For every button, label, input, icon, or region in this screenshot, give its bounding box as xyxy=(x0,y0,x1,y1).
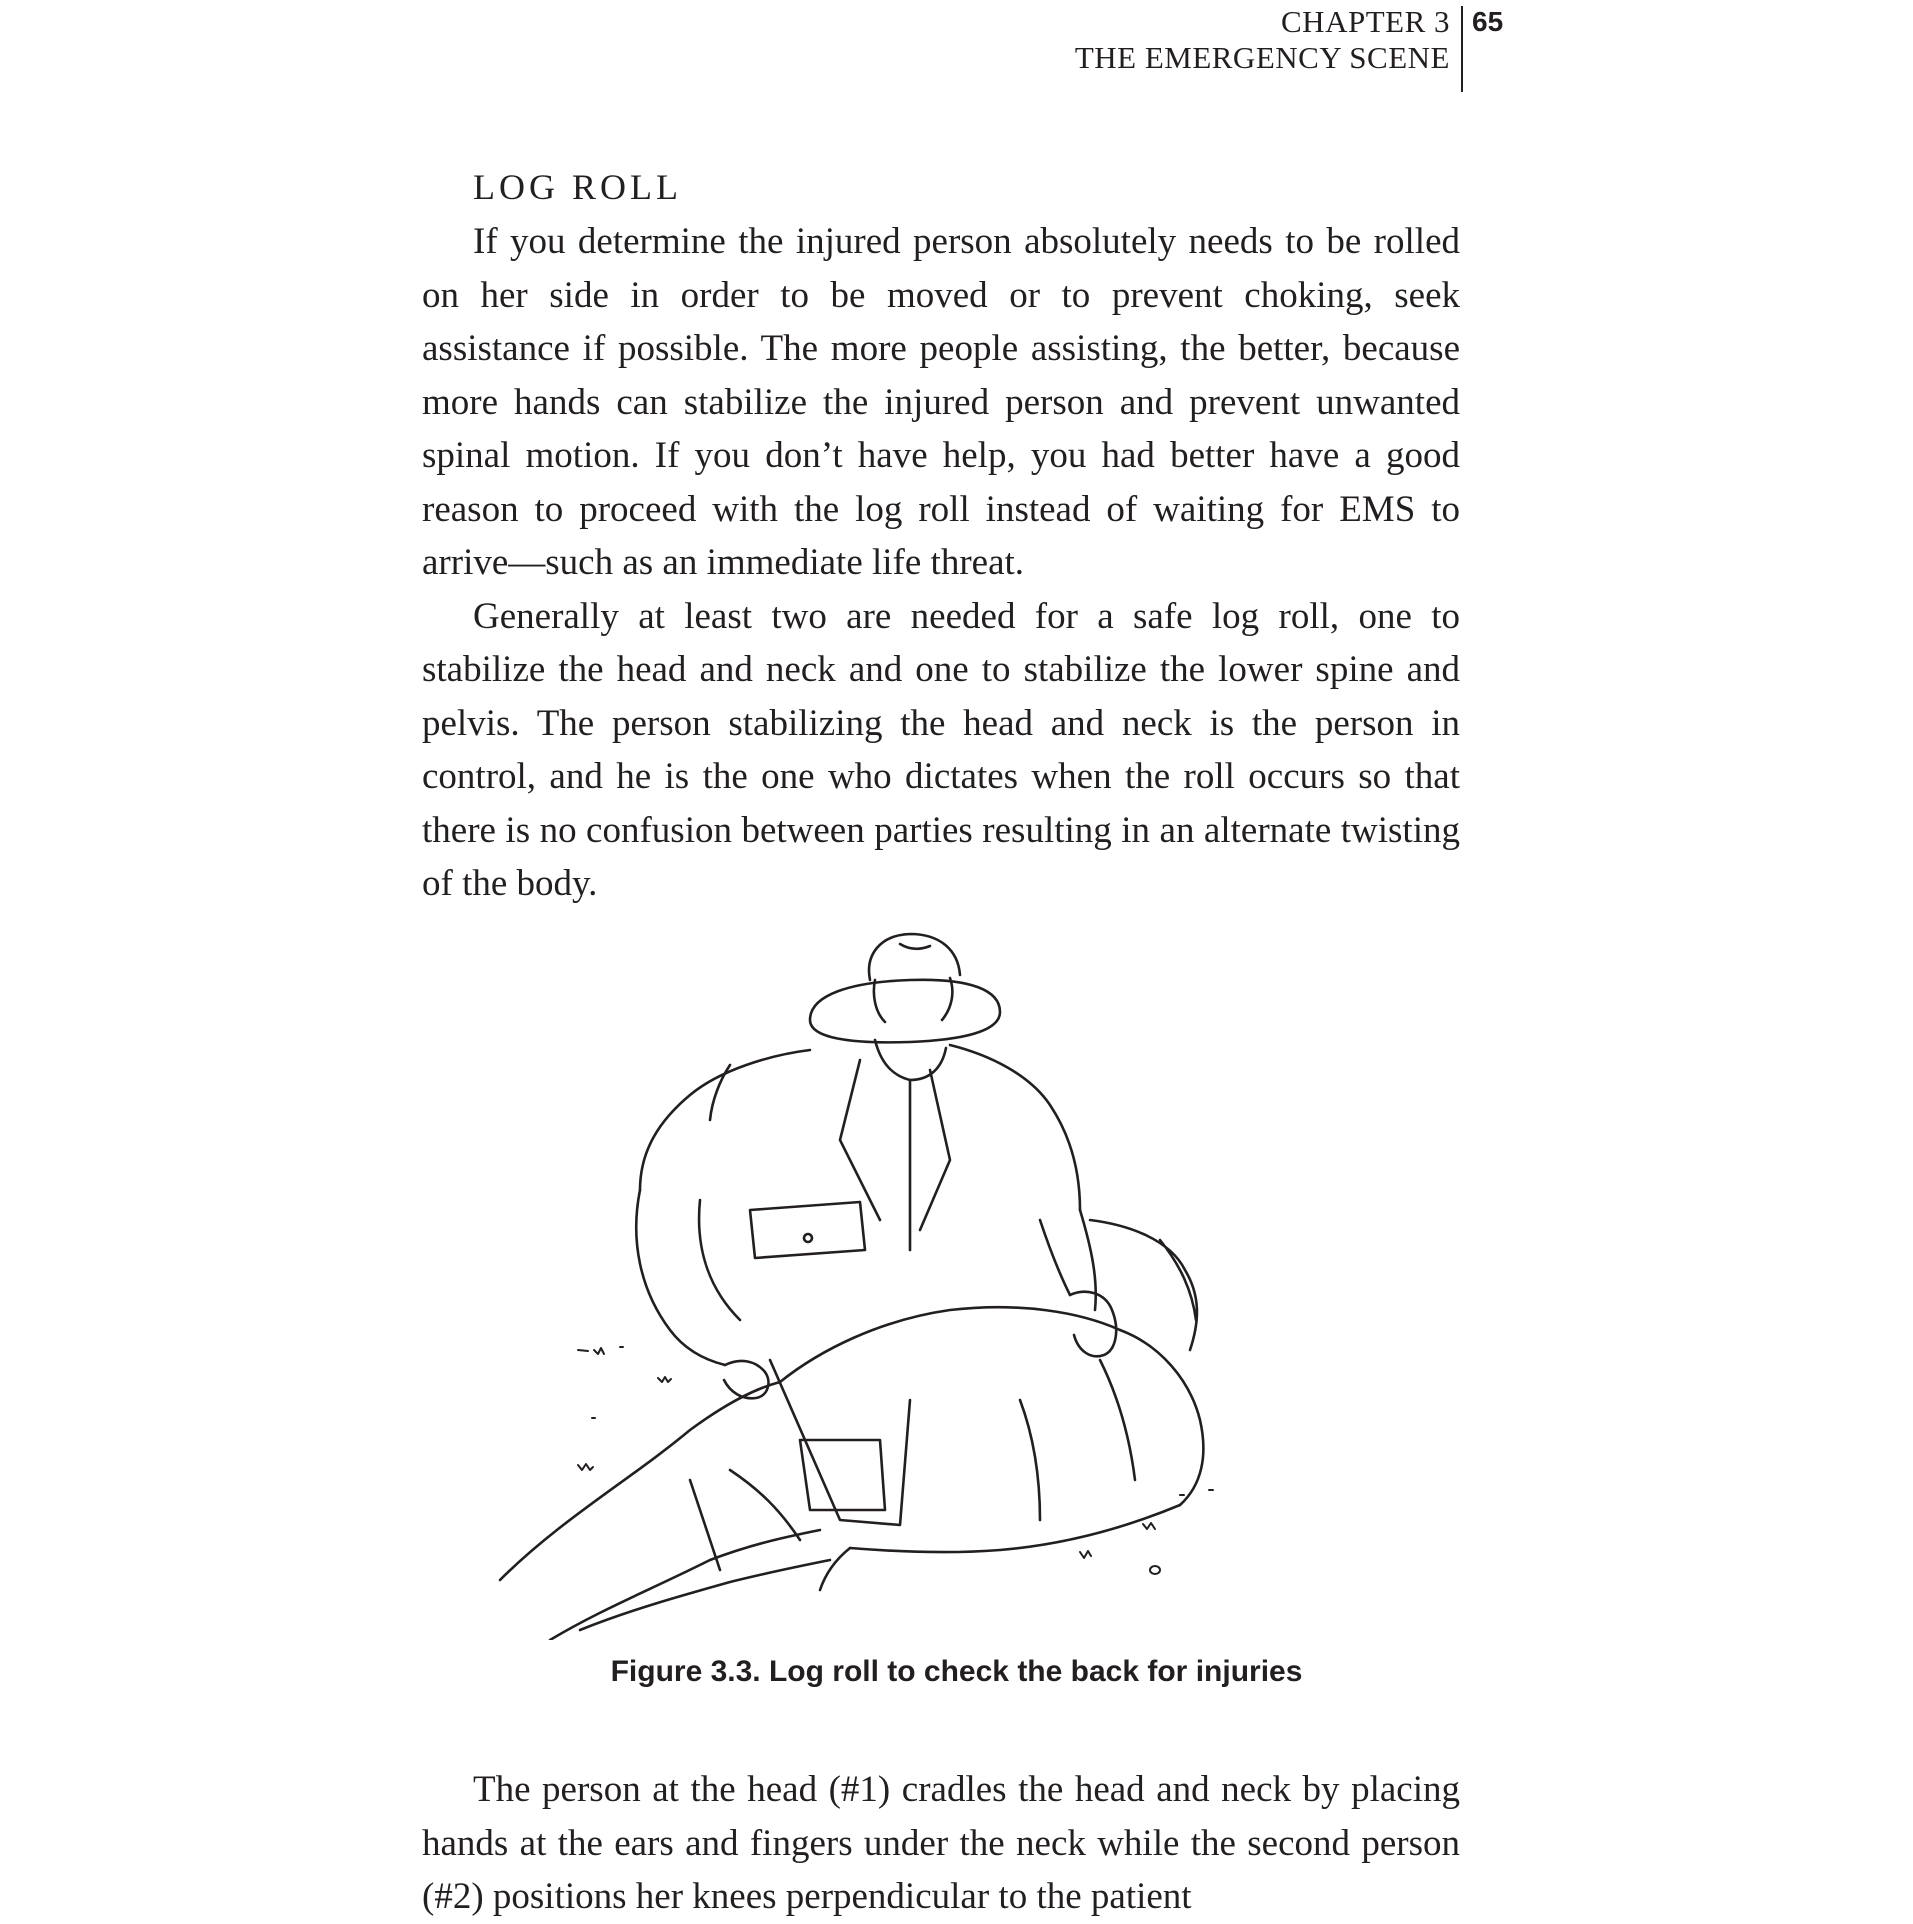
header-divider xyxy=(1461,6,1463,92)
log-roll-illustration xyxy=(480,920,1400,1640)
rescuer-figure xyxy=(636,934,1116,1525)
patient-body xyxy=(500,1220,1203,1640)
running-header xyxy=(850,4,1450,76)
paragraph-3: The person at the head (#1) cradles the head and neck by placing hands at the ears and fingers under the neck while the second person (#2) positions her knees perpendicular to the patient xyxy=(422,1769,1460,1917)
grass-marks xyxy=(578,1347,1213,1640)
page-number: 65 xyxy=(1472,6,1504,37)
body-text-bottom xyxy=(422,1763,1460,1924)
paragraph-2: Generally at least two are needed for a safe log roll, one to stabilize the head and neck and one to stabilize the lower spine and pelvis. The person stabilizing the head and neck is the person in control, and he is the one who dictates when the roll occurs so that there is no confusion between parties resulting in an alternate twisting of the body. xyxy=(422,595,1460,904)
paragraph-1: If you determine the injured person absolutely needs to be rolled on her side in order to be moved or to prevent choking, seek assistance if possible. The more people assisting, the better, because more hands can stabilize the injured person and prevent unwanted spinal motion. If you don’t have help, you had better have a good reason to proceed with the log roll instead of waiting for EMS to arrive—such as an immediate life threat. xyxy=(422,221,1460,583)
chapter-number: CHAPTER 3 xyxy=(1281,4,1450,39)
chapter-title: THE EMERGENCY SCENE xyxy=(1074,40,1450,75)
section-title: LOG ROLL xyxy=(473,167,682,207)
body-text-top xyxy=(422,215,1460,911)
figure-caption: Figure 3.3. Log roll to check the back for injuries xyxy=(610,1655,1303,1688)
